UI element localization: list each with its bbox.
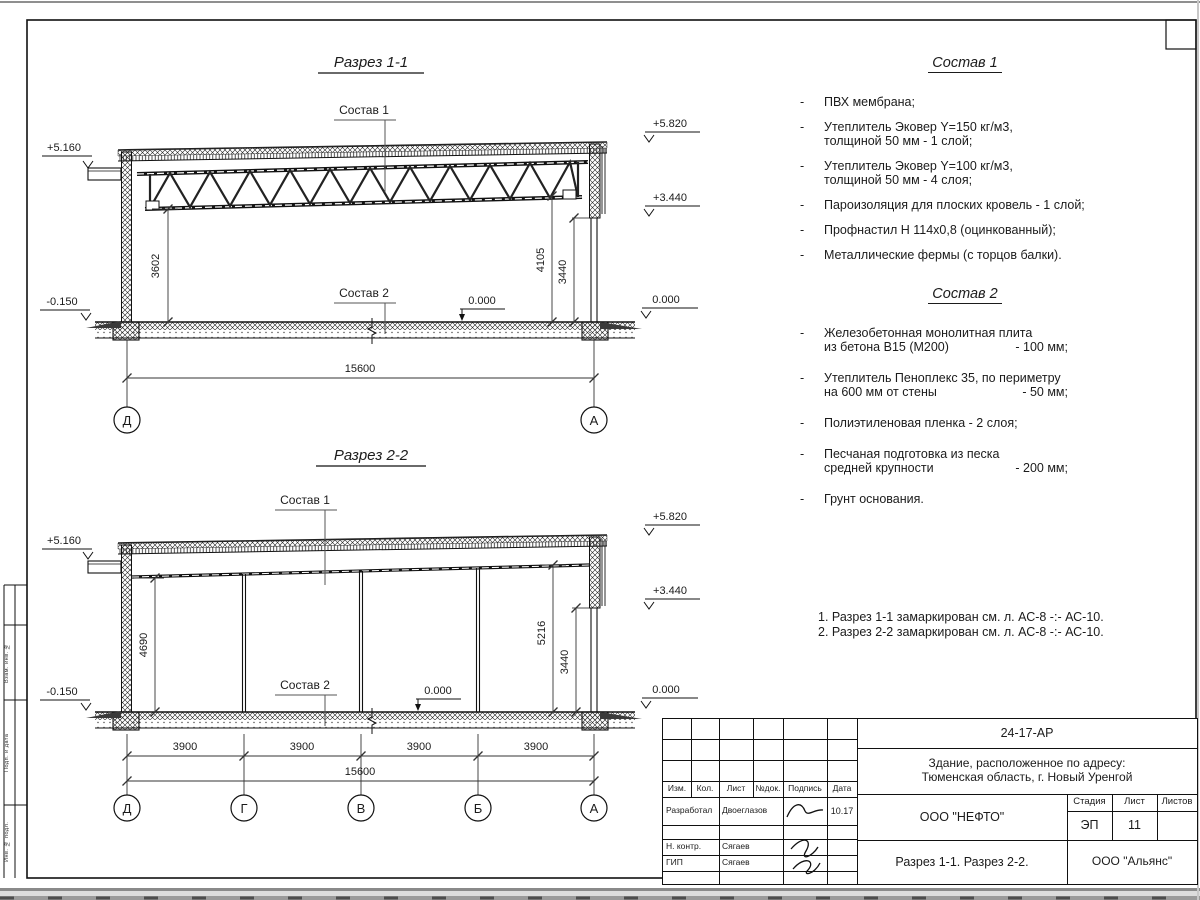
sostav1-heading: Состав 1 [800, 55, 1130, 71]
elev-3440-2: +3.440 [653, 585, 687, 597]
list-item: - Утеплитель Пеноплекс 35, по периметру на 600 мм от стены - 50 мм; [800, 371, 1068, 399]
row-razrabotal-role: Разработал [666, 805, 713, 816]
elev-5160-2: +5.160 [47, 535, 81, 547]
sostav2-list [800, 326, 1130, 506]
frame-label-inv: Инв. № подл. [4, 821, 10, 862]
list-item: - Металлические фермы (с торцов балки). [800, 248, 1062, 262]
list-item: - Утеплитель Эковер Y=150 кг/м3, толщиной 50 мм - 1 слой; [800, 120, 1013, 148]
axis2-B: Б [473, 801, 483, 816]
roof-assembly [118, 142, 607, 161]
sostav1-leader-label: Состав 1 [339, 103, 389, 117]
sostav2-heading: Состав 2 [800, 286, 1130, 302]
sostav2-leader-label: Состав 2 [339, 286, 389, 300]
dim-15600-2: 15600 [344, 766, 376, 778]
row-gip-role: ГИП [666, 857, 683, 868]
frame-corner-box [1166, 20, 1196, 49]
col-list: Лист [726, 783, 746, 794]
signatures [781, 797, 829, 877]
section-2-2 [40, 447, 700, 821]
list-item: - Грунт основания. [800, 492, 924, 506]
col-podpis: Подпись [788, 783, 822, 794]
stage-label: Стадия [1073, 796, 1106, 808]
elev-0000-floor-2: 0.000 [424, 685, 452, 697]
section-1-1 [40, 54, 700, 433]
dim-4690: 4690 [138, 632, 150, 658]
axis2-A: А [589, 801, 599, 816]
sostav1-list [800, 95, 1130, 262]
row-gip-name: Сягаев [722, 857, 750, 868]
composition-labels [334, 103, 396, 334]
elev-0000-right-2: 0.000 [652, 684, 680, 696]
stage-value: ЭП [1080, 818, 1099, 833]
sheet-label: Лист [1124, 796, 1145, 808]
dim-3440-2: 3440 [559, 649, 571, 675]
doc-number: 24-17-АР [1000, 726, 1054, 741]
sheets-label: Листов [1161, 796, 1193, 808]
dim-3602: 3602 [150, 253, 162, 279]
canopy-bracket-2 [88, 561, 121, 573]
dim-3440: 3440 [557, 259, 569, 285]
row-razrabotal-date: 10.17 [830, 805, 854, 816]
axis-dimensions-2 [114, 734, 607, 821]
axis-D: Д [122, 413, 132, 428]
signature-nkontr [791, 840, 818, 857]
roof-assembly-2 [118, 535, 607, 577]
col-data: Дата [832, 783, 852, 794]
vertical-dimensions [150, 192, 579, 327]
canopy-bracket [88, 168, 121, 180]
elev-3440: +3.440 [653, 192, 687, 204]
vertical-dimensions-2 [134, 561, 581, 717]
row-nkontr-role: Н. контр. [666, 841, 702, 852]
roof-truss [137, 162, 588, 210]
col-izm: Изм. [667, 783, 687, 794]
row-nkontr-name: Сягаев [722, 841, 750, 852]
project-address: Здание, расположенное по адресу: Тюменская область, г. Новый Уренгой [921, 756, 1133, 784]
elev-0000-right: 0.000 [652, 294, 680, 306]
col-kol: Кол. [696, 783, 714, 794]
signature-gip [793, 861, 820, 874]
list-item: - ПВХ мембрана; [800, 95, 915, 109]
elev-minus0150-2: -0.150 [46, 686, 78, 698]
axis-dimensions [114, 340, 607, 433]
list-item: - Песчаная подготовка из песка средней крупности - 200 мм; [800, 447, 1068, 475]
signature-razrabotal [787, 805, 823, 817]
sostav1-leader-label-2: Состав 1 [280, 493, 330, 507]
sheet-title: Разрез 1-1. Разрез 2-2. [895, 854, 1029, 869]
dim-3900-2: 3900 [289, 741, 315, 753]
axis-A: А [589, 413, 599, 428]
floor-slab-2 [86, 708, 642, 734]
dim-3900-4: 3900 [523, 741, 549, 753]
sheet-value: 11 [1128, 818, 1141, 833]
list-item: - Утеплитель Эковер Y=100 кг/м3, толщиной 50 мм - 4 слоя; [800, 159, 1013, 187]
floor-slab [86, 318, 642, 344]
list-item: - Пароизоляция для плоских кровель - 1 слой; [800, 198, 1085, 212]
elev-5160: +5.160 [47, 142, 81, 154]
frame-label-vzam: Взам. инв. № [4, 642, 10, 683]
elev-minus0150: -0.150 [46, 296, 78, 308]
dim-5216: 5216 [536, 620, 548, 646]
elev-5820-2: +5.820 [653, 511, 687, 523]
elev-0000-floor: 0.000 [468, 295, 496, 307]
note-2: 2. Разрез 2-2 замаркирован см. л. АС-8 -:- АС-10. [818, 625, 1104, 639]
dim-3900-3: 3900 [406, 741, 432, 753]
right-wall-2 [590, 537, 606, 712]
list-item: - Профнастил Н 114х0,8 (оцинкованный); [800, 223, 1056, 237]
sheets-value [1157, 811, 1197, 840]
organization: ООО "НЕФТО" [919, 809, 1005, 824]
list-item: - Полиэтиленовая пленка - 2 слоя; [800, 416, 1018, 430]
col-ndok: №док. [755, 783, 781, 794]
sostav2-leader-label-2: Состав 2 [280, 678, 330, 692]
composition-labels-2 [275, 493, 337, 726]
row-razrabotal-name: Двоеглазов [722, 805, 768, 816]
section2-title: Разрез 2-2 [333, 447, 409, 464]
title-block [662, 718, 1198, 885]
note-1: 1. Разрез 1-1 замаркирован см. л. АС-8 -:- АС-10. [818, 610, 1104, 624]
ceiling-beam [132, 565, 589, 577]
elev-5820: +5.820 [653, 118, 687, 130]
frame-label-podp: Подп. и дата [4, 733, 10, 772]
right-wall [590, 144, 606, 322]
axis2-G: Г [240, 801, 248, 816]
section1-title: Разрез 1-1 [333, 54, 409, 71]
list-item: - Железобетонная монолитная плита из бетона В15 (М200) - 100 мм; [800, 326, 1068, 354]
dim-15600: 15600 [344, 363, 376, 375]
contractor: ООО "Альянс" [1091, 854, 1173, 869]
left-wall-2 [88, 545, 132, 712]
dim-4105: 4105 [535, 247, 547, 273]
axis2-D: Д [122, 801, 132, 816]
notes [818, 610, 1104, 640]
axis2-V: В [356, 801, 366, 816]
dim-3900-1: 3900 [172, 741, 198, 753]
composition-lists [800, 55, 1130, 523]
left-wall [88, 152, 132, 322]
